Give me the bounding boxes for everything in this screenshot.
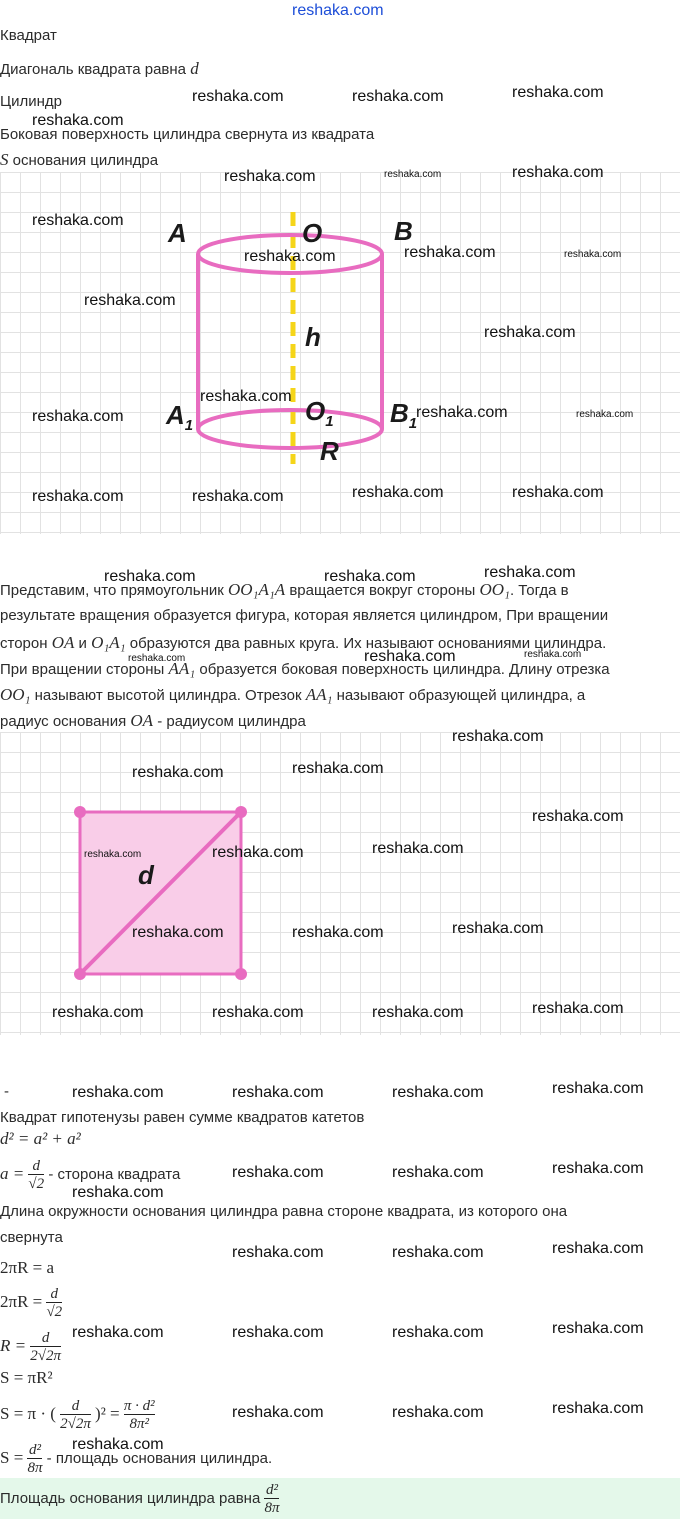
- watermark: reshaka.com: [392, 1404, 484, 1421]
- watermark: reshaka.com: [384, 169, 442, 180]
- explanation-line-2: результате вращения образуется фигура, которая является цилиндром, При вращении: [0, 607, 609, 624]
- explanation-line-5: OO₁ называют высотой цилиндра. Отрезок AA₁ называют образующей цилиндра, а: [0, 685, 586, 704]
- watermark: reshaka.com: [72, 1084, 164, 1101]
- watermark: reshaka.com: [512, 484, 604, 501]
- watermark: reshaka.com: [200, 388, 292, 405]
- explanation-line-3: сторон OA и O₁A₁ образуются два равных круга. Их называют основаниями цилиндра.: [0, 633, 607, 652]
- watermark: reshaka.com: [564, 249, 622, 260]
- watermark: reshaka.com: [292, 924, 384, 941]
- watermark: reshaka.com: [532, 808, 624, 825]
- label-O1: $O_1$: [305, 396, 334, 431]
- eq-4: 2πR = $\frac{d}{√2}$: [0, 1286, 63, 1321]
- vertex-point: [235, 806, 247, 818]
- label-A: A: [168, 218, 187, 248]
- label-d: d: [138, 860, 154, 890]
- vertex-point: [235, 968, 247, 980]
- answer-box: [0, 1478, 680, 1519]
- watermark: reshaka.com: [512, 164, 604, 181]
- watermark: reshaka.com: [532, 1000, 624, 1017]
- watermark: reshaka.com: [372, 1004, 464, 1021]
- watermark: reshaka.com: [552, 1240, 644, 1257]
- watermark: reshaka.com: [484, 324, 576, 341]
- watermark: reshaka.com: [404, 244, 496, 261]
- title-cylinder: Цилиндр: [0, 93, 62, 110]
- watermark: reshaka.com: [552, 1320, 644, 1337]
- diagonal-statement: [0, 59, 199, 80]
- watermark: reshaka.com: [416, 404, 508, 421]
- eq-5: R = $\frac{d}{2√2\pi}$: [0, 1330, 62, 1365]
- label-O: O: [302, 218, 323, 248]
- watermark: reshaka.com: [32, 488, 124, 505]
- watermark: reshaka.com: [552, 1160, 644, 1177]
- watermark: reshaka.com: [524, 649, 582, 660]
- watermark: reshaka.com: [72, 1184, 164, 1201]
- vertex-point: [74, 968, 86, 980]
- eq-8: S = $\frac{\text{d²}}{8\pi}$ - площадь основания цилиндра.: [0, 1442, 273, 1477]
- square-figure: [0, 728, 680, 1035]
- watermark: reshaka.com: [72, 1324, 164, 1341]
- eq-2: a = $\frac{d}{√2}$ - сторона квадрата: [0, 1158, 181, 1193]
- diagonal-var: d: [190, 59, 199, 78]
- eq-3: 2πR = a: [0, 1258, 55, 1277]
- label-B1: $B_1$: [390, 398, 418, 433]
- watermark: reshaka.com: [392, 1244, 484, 1261]
- explanation-line-6: радиус основания OA - радиусом цилиндра: [0, 711, 306, 730]
- watermark: reshaka.com: [352, 88, 444, 105]
- watermark: reshaka.com: [132, 764, 224, 781]
- title-square: Квадрат: [0, 27, 57, 44]
- watermark: reshaka.com: [72, 1436, 164, 1453]
- watermark: reshaka.com: [132, 924, 224, 941]
- watermark: reshaka.com: [84, 292, 176, 309]
- watermark: reshaka.com: [392, 1324, 484, 1341]
- explanation-line-4: При вращении стороны AA₁ образуется боковая поверхность цилиндра. Длину отрезка: [0, 659, 610, 678]
- watermark: reshaka.com: [364, 648, 456, 665]
- watermark: reshaka.com: [292, 760, 384, 777]
- watermark: reshaka.com: [232, 1084, 324, 1101]
- watermark: reshaka.com: [104, 568, 196, 585]
- watermark: reshaka.com: [84, 849, 142, 860]
- watermark: reshaka.com: [352, 484, 444, 501]
- watermark: reshaka.com: [128, 653, 186, 664]
- eq-6: S = πR²: [0, 1368, 53, 1387]
- watermark: reshaka.com: [392, 1164, 484, 1181]
- watermark: reshaka.com: [212, 844, 304, 861]
- watermark: reshaka.com: [32, 408, 124, 425]
- watermark: reshaka.com: [372, 840, 464, 857]
- watermark: reshaka.com: [224, 168, 316, 185]
- watermark: reshaka.com: [192, 88, 284, 105]
- circ-text-2: свернута: [0, 1229, 63, 1246]
- explanation-line-1: Представим, что прямоугольник OO₁A₁A вращается вокруг стороны OO₁. Тогда в: [0, 580, 569, 599]
- watermark: reshaka.com: [232, 1164, 324, 1181]
- watermark: reshaka.com: [484, 564, 576, 581]
- watermark: reshaka.com: [552, 1080, 644, 1097]
- watermark: reshaka.com: [52, 1004, 144, 1021]
- label-R: R: [320, 436, 339, 466]
- watermark: reshaka.com: [232, 1244, 324, 1261]
- eq-1: d² = a² + a²: [0, 1129, 81, 1148]
- answer-fraction: $\frac{\text{d²}}{8\pi}$: [264, 1482, 280, 1517]
- site-link[interactable]: reshaka.com: [292, 2, 384, 19]
- watermark: reshaka.com: [232, 1324, 324, 1341]
- watermark: reshaka.com: [392, 1084, 484, 1101]
- watermark: reshaka.com: [32, 212, 124, 229]
- lateral-statement: Боковая поверхность цилиндра свернута из квадрата: [0, 126, 375, 143]
- pythagoras-text: Квадрат гипотенузы равен сумме квадратов катетов: [0, 1109, 365, 1126]
- watermark: reshaka.com: [452, 920, 544, 937]
- watermark: reshaka.com: [32, 112, 124, 129]
- s-var: S: [0, 150, 9, 169]
- circ-text-1: Длина окружности основания цилиндра равна стороне квадрата, из которого она: [0, 1203, 568, 1220]
- diagonal-text: Диагональ квадрата равна: [0, 61, 187, 78]
- watermark: reshaka.com: [512, 84, 604, 101]
- watermark: reshaka.com: [552, 1400, 644, 1417]
- watermark: reshaka.com: [192, 488, 284, 505]
- label-B: B: [394, 216, 413, 246]
- dash: -: [4, 1083, 9, 1100]
- watermark: reshaka.com: [244, 248, 336, 265]
- answer-text: Площадь основания цилиндра равна: [0, 1490, 261, 1507]
- watermark: reshaka.com: [576, 409, 634, 420]
- answer-line: [0, 1478, 279, 1519]
- label-A1: $A_1$: [166, 400, 194, 435]
- watermark: reshaka.com: [212, 1004, 304, 1021]
- watermark: reshaka.com: [232, 1404, 324, 1421]
- eq-7: S = π · ( $\frac{d}{2√2\pi}$ )² = $\frac{\text{π · d²}}{\text{8π²}}$: [0, 1398, 155, 1433]
- find-statement: [0, 150, 158, 171]
- watermark: reshaka.com: [324, 568, 416, 585]
- watermark: reshaka.com: [452, 728, 544, 745]
- label-h: h: [305, 322, 321, 352]
- vertex-point: [74, 806, 86, 818]
- cylinder-figure: [0, 164, 680, 534]
- bottom-ellipse: [198, 410, 382, 448]
- s-text: основания цилиндра: [12, 152, 159, 169]
